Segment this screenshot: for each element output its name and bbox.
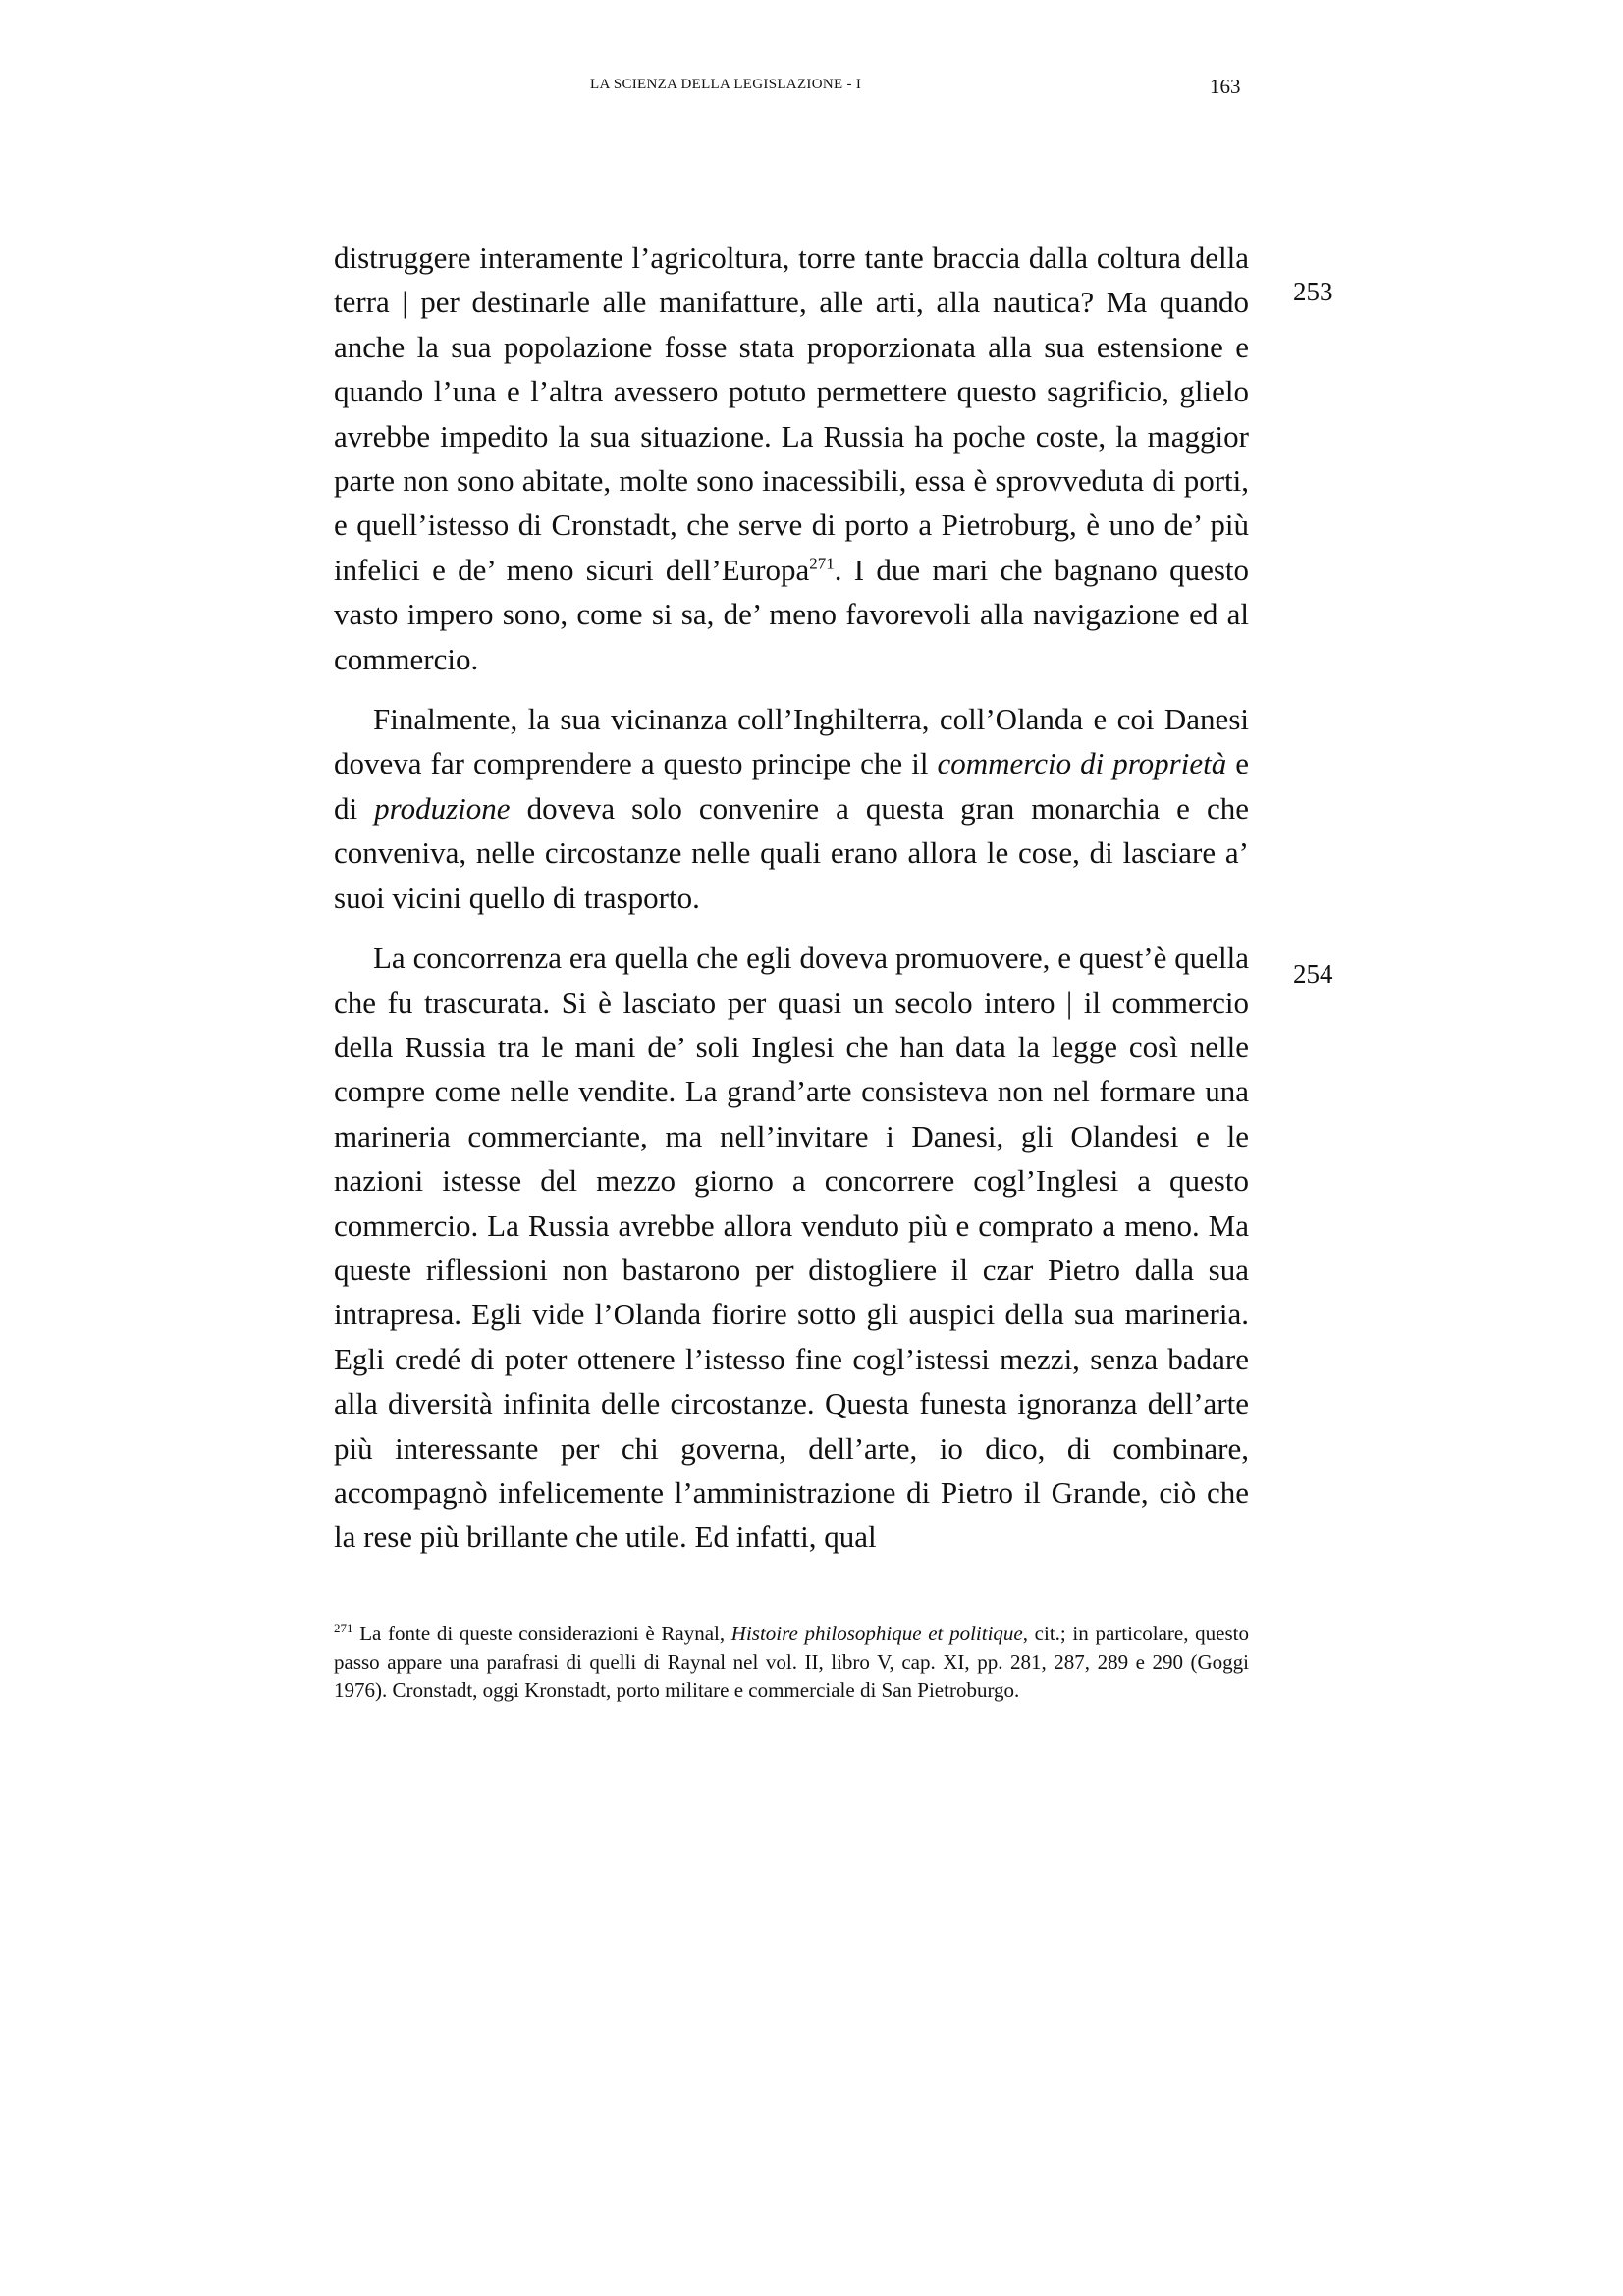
paragraph-2-text-c: doveva solo convenire a questa gran monarchia e che conveniva, nelle circostanze nelle quali erano allora le cose, di lasciare a’ suoi vicini quello di trasporto. [334, 790, 1249, 915]
paragraph-2 [334, 697, 1249, 920]
paragraph-2-italic-1: commercio di proprietà [937, 746, 1227, 781]
footnote-text-b: , cit.; in particolare, questo passo appare una parafrasi di quelli di Raynal nel vol. II, libro V, cap. XI, pp. 281, 287, 289 e 290 (Goggi 1976). Cronstadt, oggi Kronstadt, porto militare e commerciale di San Pietroburgo. [334, 1622, 1249, 1702]
paragraph-2-text-b: e di [334, 746, 1249, 826]
running-head: LA SCIENZA DELLA LEGISLAZIONE - I [590, 77, 862, 92]
body-text [334, 236, 1249, 1575]
page-number: 163 [1210, 75, 1241, 98]
margin-number-253: 253 [1293, 277, 1333, 306]
margin-number-254: 254 [1293, 959, 1333, 988]
paragraph-3: La concorrenza era quella che egli doveva promuovere, e quest’è quella che fu trascurata. Si è lasciato per quasi un secolo intero | il commercio della Russia tra le mani de’ soli Inglesi che han data la legge così nelle compre come nelle vendite. La grand’arte consisteva non nel formare una marineria commerciante, ma nell’invitare i Danesi, gli Olandesi e le nazioni istesse del mezzo giorno a concorrere cogl’Inglesi a questo commercio. La Russia avrebbe allora venduto più e comprato a meno. Ma queste riflessioni non bastarono per distogliere il czar Pietro dalla sua intrapresa. Egli vide l’Olanda fiorire sotto gli auspici della sua marineria. Egli credé di poter ottenere l’istesso fine cogl’istessi mezzi, senza badare alla diversità infinita delle circostanze. Questa funesta ignoranza dell’arte più interessante per chi governa, dell’arte, io dico, di combinare, accompagnò infelicemente l’amministrazione di Pietro il Grande, ciò che la rese più brillante che utile. Ed infatti, qual [334, 940, 1249, 1555]
paragraph-2-italic-2: produzione [374, 790, 511, 826]
footnote-number: 271 [334, 1621, 353, 1635]
paragraph-2-text-a: Finalmente, la sua vicinanza coll’Inghilterra, coll’Olanda e coi Danesi doveva far comprendere a questo principe che il [334, 702, 1249, 781]
footnote [334, 1620, 1249, 1705]
footnote-ref-271[interactable]: 271 [809, 554, 835, 573]
footnote-text-a: La fonte di queste considerazioni è Raynal, [352, 1622, 731, 1645]
paragraph-1-text-a: distruggere interamente l’agricoltura, torre tante braccia dalla coltura della terra | per destinarle alle manifatture, alle arti, alla nautica? Ma quando anche la sua popolazione fosse stata proporzionata alla sua estensione e quando l’una e l’altra avessero potuto permettere questo sagrificio, glielo avrebbe impedito la sua situazione. La Russia ha poche coste, la maggior parte non sono abitate, molte sono inacessibili, essa è sprovveduta di porti, e quell’istesso di Cronstadt, che serve di porto a Pietroburg, è uno de’ più infelici e de’ meno sicuri dell’Europa [334, 240, 1249, 587]
paragraph-1-text-b: . I due mari che bagnano questo vasto impero sono, come si sa, de’ meno favorevoli alla navigazione ed al commercio. [334, 552, 1249, 676]
paragraph-1 [334, 236, 1249, 681]
footnote-italic-title: Histoire philosophique et politique [730, 1622, 1023, 1645]
